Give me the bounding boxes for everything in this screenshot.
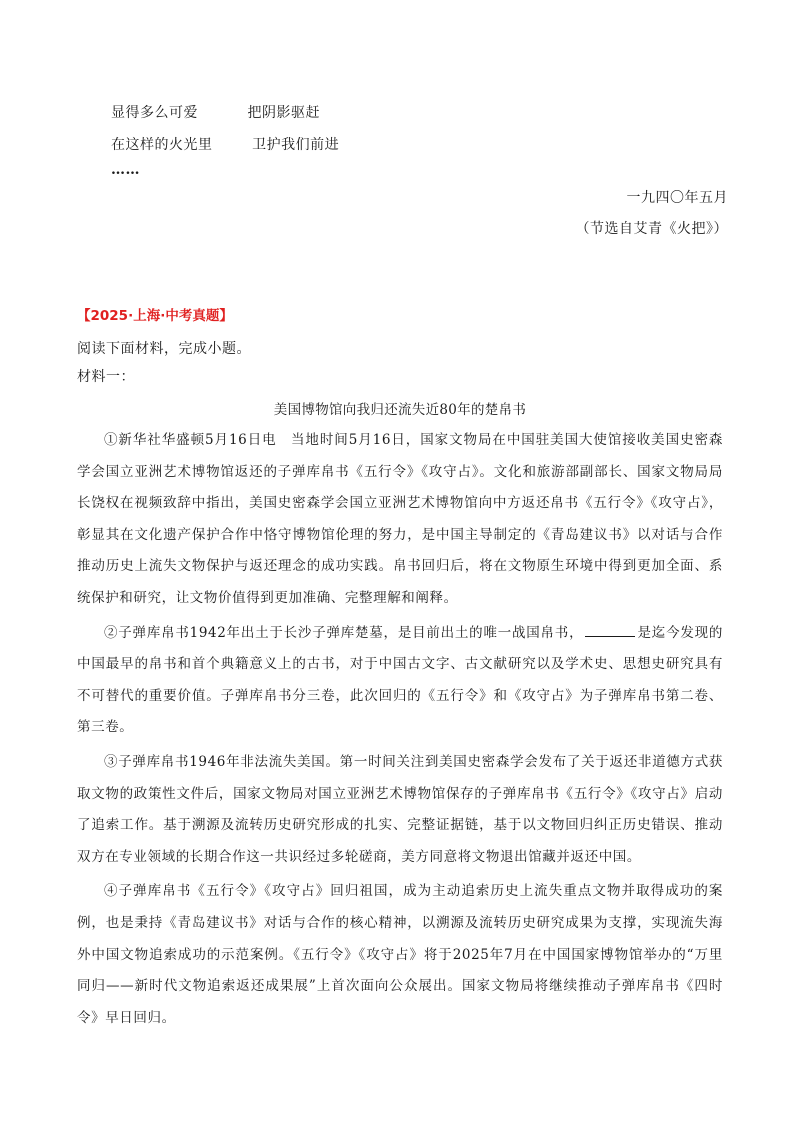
question-intro <box>77 335 251 391</box>
poem-source: （节选自艾青《火把》） <box>575 221 728 237</box>
poem-line: 在这样的火光里 卫护我们前进 <box>111 137 340 153</box>
article-paragraph-3: ③子弹库帛书1946年非法流失美国。第一时间关注到美国史密森学会发布了关于返还非道德方式获取文物的政策性文件后，国家文物局对国立亚洲艺术博物馆保存的子弹库帛书《五行令》《攻守占》启动了追索工作。基于溯源及流转历史研究形成的扎实、完整证据链，基于以文物回归纠正历史错误、推动双方在专业领域的长期合作这一共识经过多轮磋商，美方同意将文物退出馆藏并返还中国。 <box>77 753 723 865</box>
article-paragraph-1: ①新华社华盛顿5月16日电 当地时间5月16日，国家文物局在中国驻美国大使馆接收美国史密森学会国立亚洲艺术博物馆返还的子弹库帛书《五行令》《攻守占》。文化和旅游部副部长、国家文物局局长饶权在视频致辞中指出，美国史密森学会国立亚洲艺术博物馆向中方返还帛书《五行令》《攻守占》，彰显其在文化遗产保护合作中恪守博物馆伦理的努力，是中国主导制定的《青岛建议书》以对话与合作推动历史上流失文物保护与返还理念的成功实践。帛书回归后，将在文物原生环境中得到更加全面、系统保护和研究，让文物价值得到更加准确、完整理解和阐释。 <box>77 432 723 606</box>
poem-line: 显得多么可爱 把阴影驱赶 <box>111 105 321 121</box>
exam-source-tag: 【2025·上海·中考真题】 <box>77 308 233 324</box>
paragraph-2-part-b: 是迄今发现的中国最早的帛书和首个典籍意义上的古书，对于中国古文字、古文献研究以及学术史、思想史研究具有不可替代的重要价值。子弹库帛书分三卷，此次回归的《五行令》和《攻守占》为子弹库帛书第二卷、第三卷。 <box>77 624 723 736</box>
question-instruction: 阅读下面材料，完成小题。 <box>77 341 251 357</box>
paragraph-2-part-a: ②子弹库帛书1942年出土于长沙子弹库楚墓，是目前出土的唯一战国帛书， <box>104 624 584 641</box>
article-title: 美国博物馆向我归还流失近80年的楚帛书 <box>273 402 527 418</box>
poem-ellipsis: …… <box>111 162 140 178</box>
article-paragraph-2 <box>77 618 723 744</box>
fill-in-blank[interactable] <box>585 624 635 637</box>
article-paragraph-4: ④子弹库帛书《五行令》《攻守占》回归祖国，成为主动追索历史上流失重点文物并取得成功的案例，也是秉持《青岛建议书》对话与合作的核心精神，以溯源及流转历史研究成果为支撑，实现流失海外中国文物追索成功的示范案例。《五行令》《攻守占》将于2025年7月在中国国家博物馆举办的“万里同归——新时代文物追索返还成果展”上首次面向公众展出。国家文物局将继续推动子弹库帛书《四时令》早日回归。 <box>77 883 723 1026</box>
material-label: 材料一： <box>77 369 135 385</box>
poem-excerpt <box>111 97 339 183</box>
article-body <box>77 425 723 1037</box>
poem-date: 一九四〇年五月 <box>626 190 728 206</box>
